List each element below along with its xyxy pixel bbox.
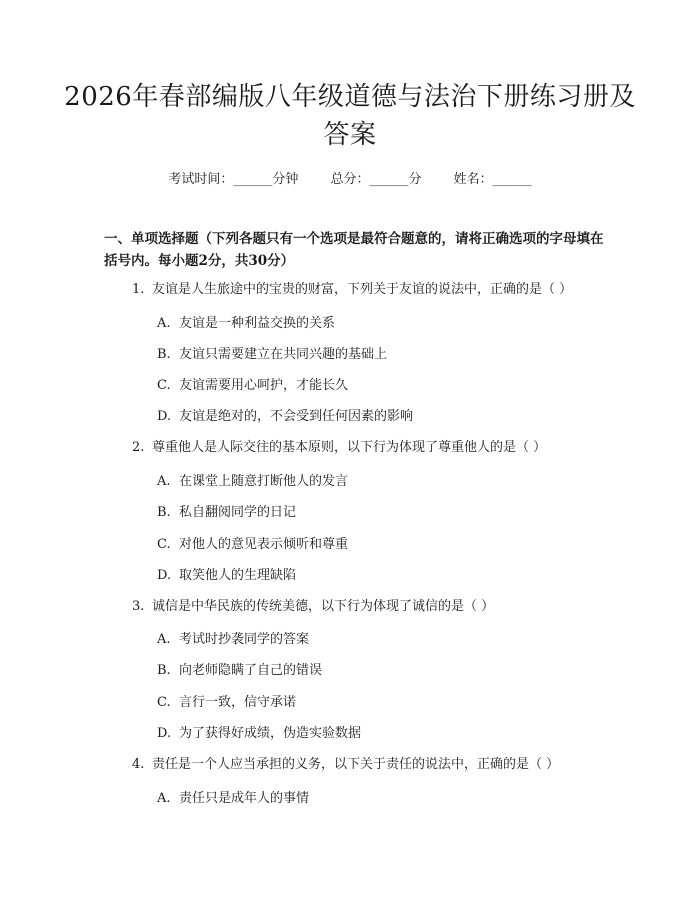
option-letter: D.	[157, 568, 172, 583]
option-text: 私自翻阅同学的日记	[179, 505, 297, 520]
option-text: 友谊是一种利益交换的关系	[179, 316, 336, 331]
option-text: 友谊只需要建立在共同兴趣的基础上	[179, 347, 388, 362]
total-score-field: 总分：______分	[330, 172, 422, 187]
option-3b	[157, 661, 597, 681]
option-2c	[157, 535, 597, 555]
option-text: 在课堂上随意打断他人的发言	[179, 474, 349, 489]
question-text: 尊重他人是人际交往的基本原则，以下行为体现了尊重他人的是（ ）	[152, 440, 547, 455]
option-text: 为了获得好成绩，伪造实验数据	[179, 726, 362, 741]
question-text: 友谊是人生旅途中的宝贵的财富，下列关于友谊的说法中，正确的是（ ）	[152, 282, 573, 297]
option-2b	[157, 503, 597, 523]
option-letter: B.	[157, 663, 171, 678]
option-letter: B.	[157, 347, 171, 362]
option-1b	[157, 345, 597, 365]
question-number: 4.	[132, 757, 145, 772]
student-name-field: 姓名：______	[453, 172, 532, 187]
option-3d	[157, 724, 597, 744]
question-1	[132, 280, 602, 300]
option-1d	[157, 407, 597, 427]
option-letter: A.	[157, 791, 171, 806]
question-3	[132, 597, 602, 617]
option-text: 取笑他人的生理缺陷	[179, 568, 297, 583]
option-1c	[157, 376, 597, 396]
option-letter: B.	[157, 505, 171, 520]
option-text: 考试时抄袭同学的答案	[179, 632, 310, 647]
question-number: 2.	[132, 440, 145, 455]
option-3c	[157, 693, 597, 713]
question-text: 责任是一个人应当承担的义务，以下关于责任的说法中，正确的是（ ）	[152, 757, 560, 772]
question-2	[132, 438, 602, 458]
option-letter: A.	[157, 316, 171, 331]
question-number: 1.	[132, 282, 145, 297]
question-text: 诚信是中华民族的传统美德，以下行为体现了诚信的是（ ）	[152, 599, 495, 614]
option-text: 友谊是绝对的，不会受到任何因素的影响	[179, 409, 414, 424]
option-letter: D.	[157, 726, 172, 741]
option-text: 友谊需要用心呵护，才能长久	[179, 378, 349, 393]
question-number: 3.	[132, 599, 145, 614]
option-letter: A.	[157, 632, 171, 647]
option-letter: C.	[157, 378, 171, 393]
option-text: 责任只是成年人的事情	[179, 791, 310, 806]
exam-time-field: 考试时间：______分钟	[168, 172, 299, 187]
exam-info-line	[0, 168, 700, 187]
option-text: 言行一致，信守承诺	[179, 695, 297, 710]
option-text: 向老师隐瞒了自己的错误	[179, 663, 323, 678]
question-4	[132, 755, 602, 775]
option-text: 对他人的意见表示倾听和尊重	[179, 537, 349, 552]
option-letter: A.	[157, 474, 171, 489]
document-title: 2026年春部编版八年级道德与法治下册练习册及答案	[64, 82, 636, 150]
option-3a	[157, 630, 597, 650]
option-letter: C.	[157, 537, 171, 552]
option-letter: D.	[157, 409, 172, 424]
section-heading: 一、单项选择题（下列各题只有一个选项是最符合题意的，请将正确选项的字母填在括号内。每小题2分，共30分）	[104, 231, 604, 269]
option-1a	[157, 314, 597, 334]
option-letter: C.	[157, 695, 171, 710]
option-4a	[157, 789, 597, 809]
option-2a	[157, 472, 597, 492]
option-2d	[157, 566, 597, 586]
